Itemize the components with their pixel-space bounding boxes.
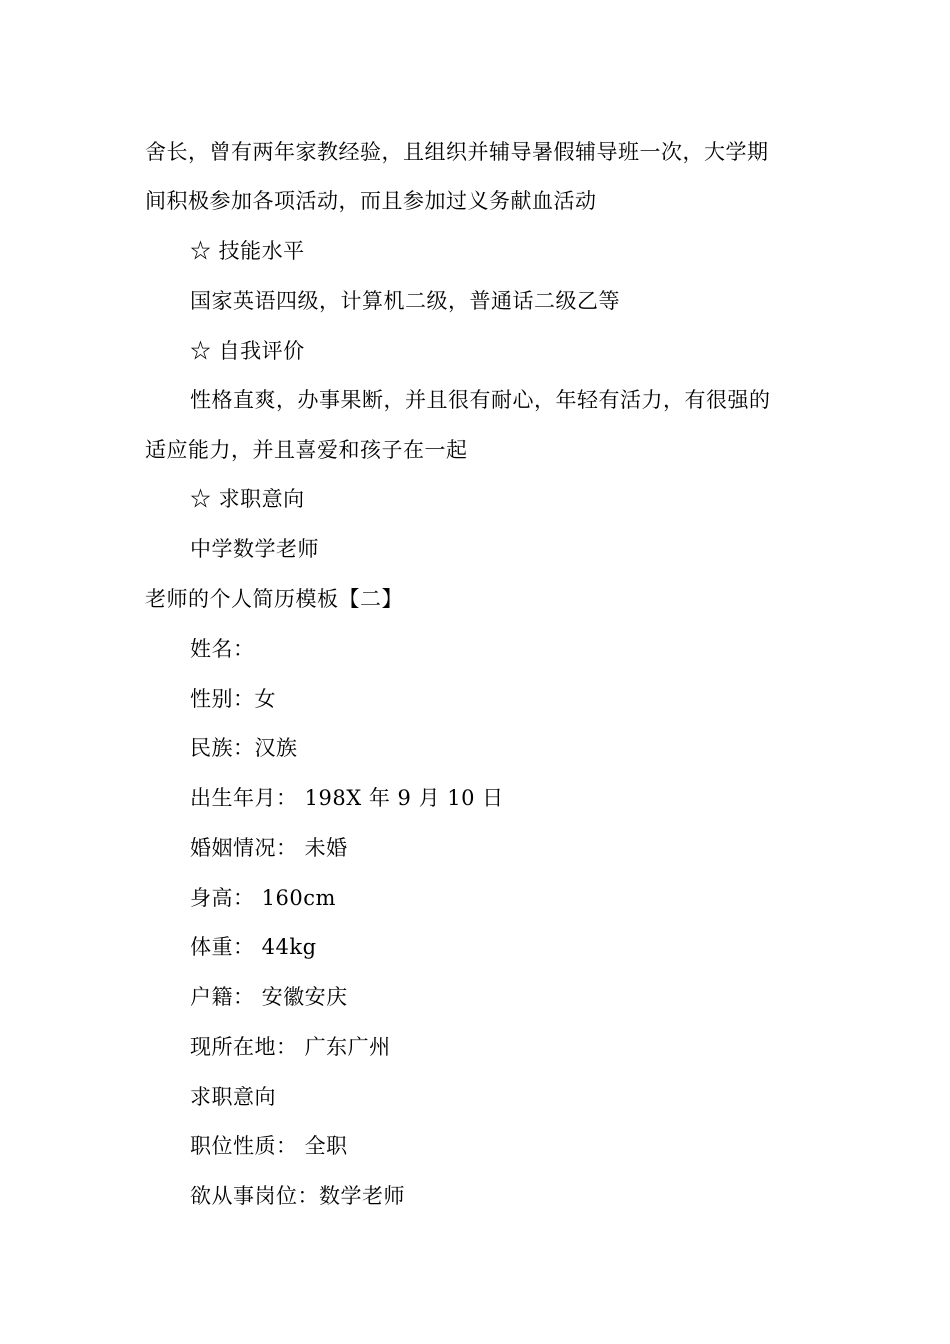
field-current-location: 现所在地： 广东广州 [190, 1035, 391, 1059]
field-gender: 性别：女 [190, 687, 276, 711]
field-marital-status: 婚姻情况： 未婚 [190, 836, 348, 860]
field-job-intention-label: 求职意向 [190, 1085, 276, 1109]
field-name: 姓名： [190, 637, 255, 661]
self-evaluation-heading: ☆ 自我评价 [190, 339, 305, 363]
skills-text: 国家英语四级，计算机二级，普通话二级乙等 [190, 289, 620, 313]
self-evaluation-line-2: 适应能力，并且喜爱和孩子在一起 [145, 438, 468, 462]
field-weight: 体重： 44kg [190, 935, 317, 959]
intro-line-1: 舍长，曾有两年家教经验，且组织并辅导暑假辅导班一次，大学期 [145, 140, 769, 164]
field-household-registration: 户籍： 安徽安庆 [190, 985, 348, 1009]
field-height: 身高： 160cm [190, 886, 336, 910]
skills-heading: ☆ 技能水平 [190, 239, 305, 263]
field-birth-date: 出生年月： 198X 年 9 月 10 日 [190, 786, 504, 810]
intro-line-2: 间积极参加各项活动，而且参加过义务献血活动 [145, 189, 597, 213]
job-intention-text: 中学数学老师 [190, 537, 319, 561]
field-job-type: 职位性质： 全职 [190, 1134, 348, 1158]
field-ethnicity: 民族：汉族 [190, 736, 298, 760]
resume-two-title: 老师的个人简历模板【二】 [145, 587, 403, 611]
field-desired-position: 欲从事岗位：数学老师 [190, 1184, 405, 1208]
self-evaluation-line-1: 性格直爽，办事果断，并且很有耐心，年轻有活力，有很强的 [190, 388, 771, 412]
job-intention-heading: ☆ 求职意向 [190, 487, 305, 511]
